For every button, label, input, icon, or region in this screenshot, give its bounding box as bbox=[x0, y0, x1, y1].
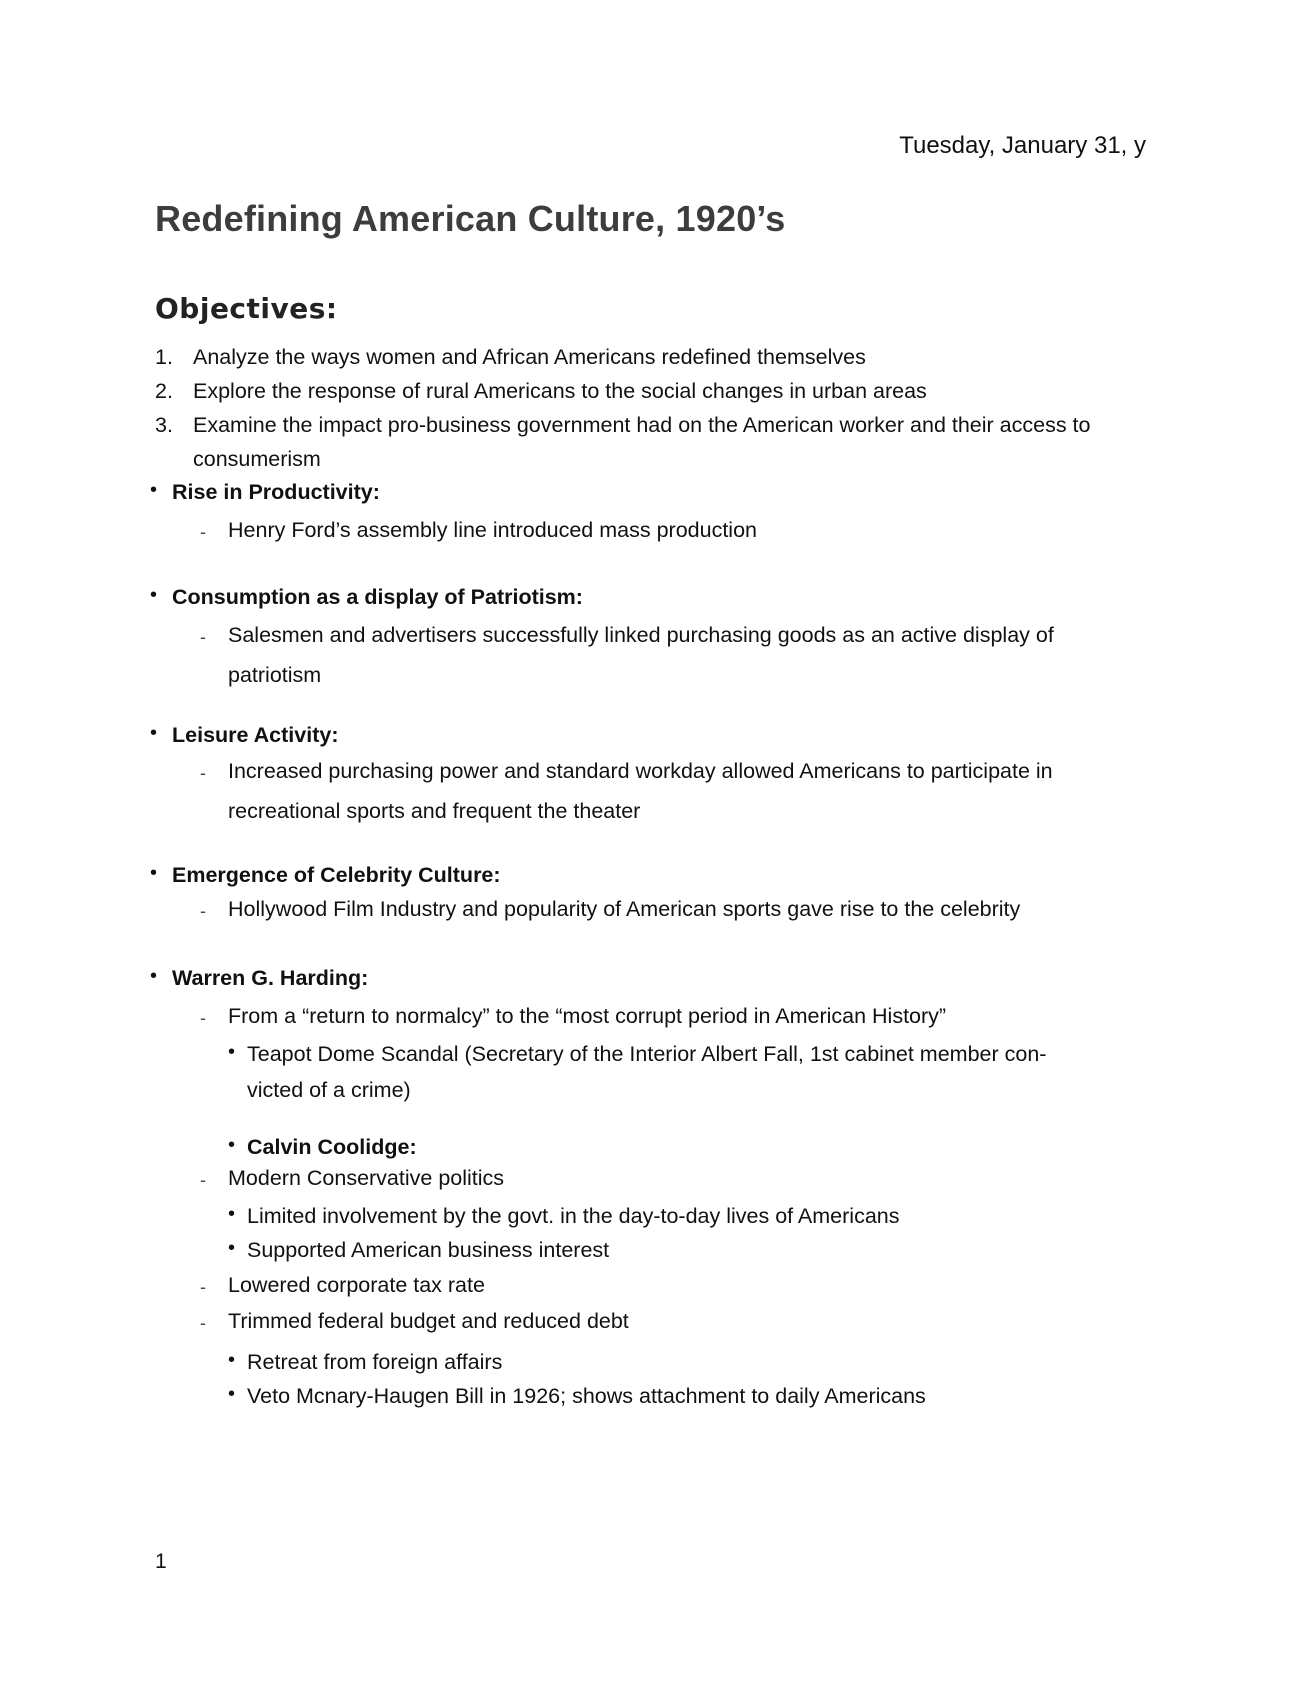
sub-item bbox=[150, 1267, 1150, 1303]
dash-icon: - bbox=[200, 627, 206, 647]
page-title: Redefining American Culture, 1920’s bbox=[155, 198, 786, 239]
sub-item-text: Hollywood Film Industry and popularity of American sports gave rise to the celebrity bbox=[228, 897, 1021, 921]
list-item bbox=[155, 340, 1145, 374]
bullet-icon: • bbox=[228, 1383, 236, 1405]
sub-item-text: From a “return to normalcy” to the “most corrupt period in American History” bbox=[228, 1004, 947, 1028]
dash-icon: - bbox=[200, 901, 206, 921]
list-number: 2. bbox=[155, 379, 173, 403]
sub-sub-item bbox=[150, 1036, 1077, 1108]
section-heading-text: Calvin Coolidge: bbox=[247, 1135, 417, 1159]
section-coolidge bbox=[150, 1133, 1150, 1413]
bullet-icon: • bbox=[150, 965, 158, 987]
sub-item bbox=[150, 510, 1150, 550]
sub-item-text: Lowered corporate tax rate bbox=[228, 1273, 485, 1297]
dash-icon: - bbox=[200, 1008, 206, 1028]
section-heading bbox=[150, 1133, 1150, 1161]
list-item bbox=[155, 374, 1145, 408]
objectives-list bbox=[155, 340, 1145, 476]
sub-item bbox=[150, 751, 1138, 831]
dash-icon: - bbox=[200, 1277, 206, 1297]
dash-icon: - bbox=[200, 763, 206, 783]
dash-icon: - bbox=[200, 522, 206, 542]
section-heading bbox=[150, 964, 1150, 992]
sub-sub-item-text: Limited involvement by the govt. in the day-to-day lives of Americans bbox=[247, 1204, 900, 1228]
list-number: 3. bbox=[155, 413, 173, 437]
bullet-icon: • bbox=[228, 1203, 236, 1225]
sub-sub-item-text: Supported American business interest bbox=[247, 1238, 610, 1262]
page-number: 1 bbox=[155, 1550, 167, 1573]
sub-item-text: Increased purchasing power and standard workday allowed Americans to participate in recreational sports and frequent the theater bbox=[228, 759, 1053, 823]
section-heading bbox=[150, 861, 1150, 889]
sub-item bbox=[150, 615, 1128, 695]
section-consumption bbox=[150, 583, 1150, 695]
bullet-icon: • bbox=[228, 1041, 236, 1063]
bullet-icon: • bbox=[150, 722, 158, 744]
bullet-icon: • bbox=[150, 479, 158, 501]
bullet-icon: • bbox=[228, 1237, 236, 1259]
section-heading bbox=[150, 721, 1150, 749]
list-number: 1. bbox=[155, 345, 173, 369]
sub-item-text: Modern Conservative politics bbox=[228, 1166, 505, 1190]
section-leisure bbox=[150, 721, 1150, 831]
section-heading bbox=[150, 478, 1150, 506]
section-heading-text: Rise in Productivity: bbox=[172, 480, 380, 504]
sub-sub-item bbox=[150, 1379, 1150, 1413]
sub-item bbox=[150, 889, 1150, 929]
date: Tuesday, January 31, y bbox=[899, 132, 1146, 159]
section-celebrity bbox=[150, 861, 1150, 929]
sub-item-text: Salesmen and advertisers successfully linked purchasing goods as an active display of patriotism bbox=[228, 623, 1054, 687]
objectives-heading: Objectives: bbox=[155, 292, 338, 325]
bullet-icon: • bbox=[228, 1349, 236, 1371]
bullet-icon: • bbox=[150, 584, 158, 606]
section-harding bbox=[150, 964, 1150, 1108]
section-heading-text: Consumption as a display of Patriotism: bbox=[172, 585, 583, 609]
sub-sub-item-text: Teapot Dome Scandal (Secretary of the Interior Albert Fall, 1st cabinet member con- victed of a crime) bbox=[247, 1042, 1047, 1102]
sub-sub-item bbox=[150, 1345, 1150, 1379]
sub-item-text: Trimmed federal budget and reduced debt bbox=[228, 1309, 629, 1333]
sub-item bbox=[150, 1303, 1150, 1339]
bullet-icon: • bbox=[150, 862, 158, 884]
section-heading-text: Leisure Activity: bbox=[172, 723, 339, 747]
section-heading-text: Emergence of Celebrity Culture: bbox=[172, 863, 501, 887]
sub-item-text: Henry Ford’s assembly line introduced mass production bbox=[228, 518, 757, 542]
section-productivity bbox=[150, 478, 1150, 550]
sub-item bbox=[150, 996, 1150, 1036]
dash-icon: - bbox=[200, 1170, 206, 1190]
sub-item bbox=[150, 1161, 1150, 1195]
sub-sub-item bbox=[150, 1233, 1150, 1267]
bullet-icon: • bbox=[228, 1134, 236, 1156]
section-heading bbox=[150, 583, 1150, 611]
list-item bbox=[155, 408, 1145, 476]
sub-sub-item-text: Veto Mcnary-Haugen Bill in 1926; shows attachment to daily Americans bbox=[247, 1384, 926, 1408]
dash-icon: - bbox=[200, 1313, 206, 1333]
sub-sub-item bbox=[150, 1199, 1150, 1233]
list-item-text: Explore the response of rural Americans to the social changes in urban areas bbox=[193, 379, 927, 403]
sub-sub-item-text: Retreat from foreign affairs bbox=[247, 1350, 503, 1374]
list-item-text: Analyze the ways women and African Americans redefined themselves bbox=[193, 345, 866, 369]
section-heading-text: Warren G. Harding: bbox=[172, 966, 369, 990]
list-item-text: Examine the impact pro-business government had on the American worker and their access to consumerism bbox=[193, 413, 1091, 471]
